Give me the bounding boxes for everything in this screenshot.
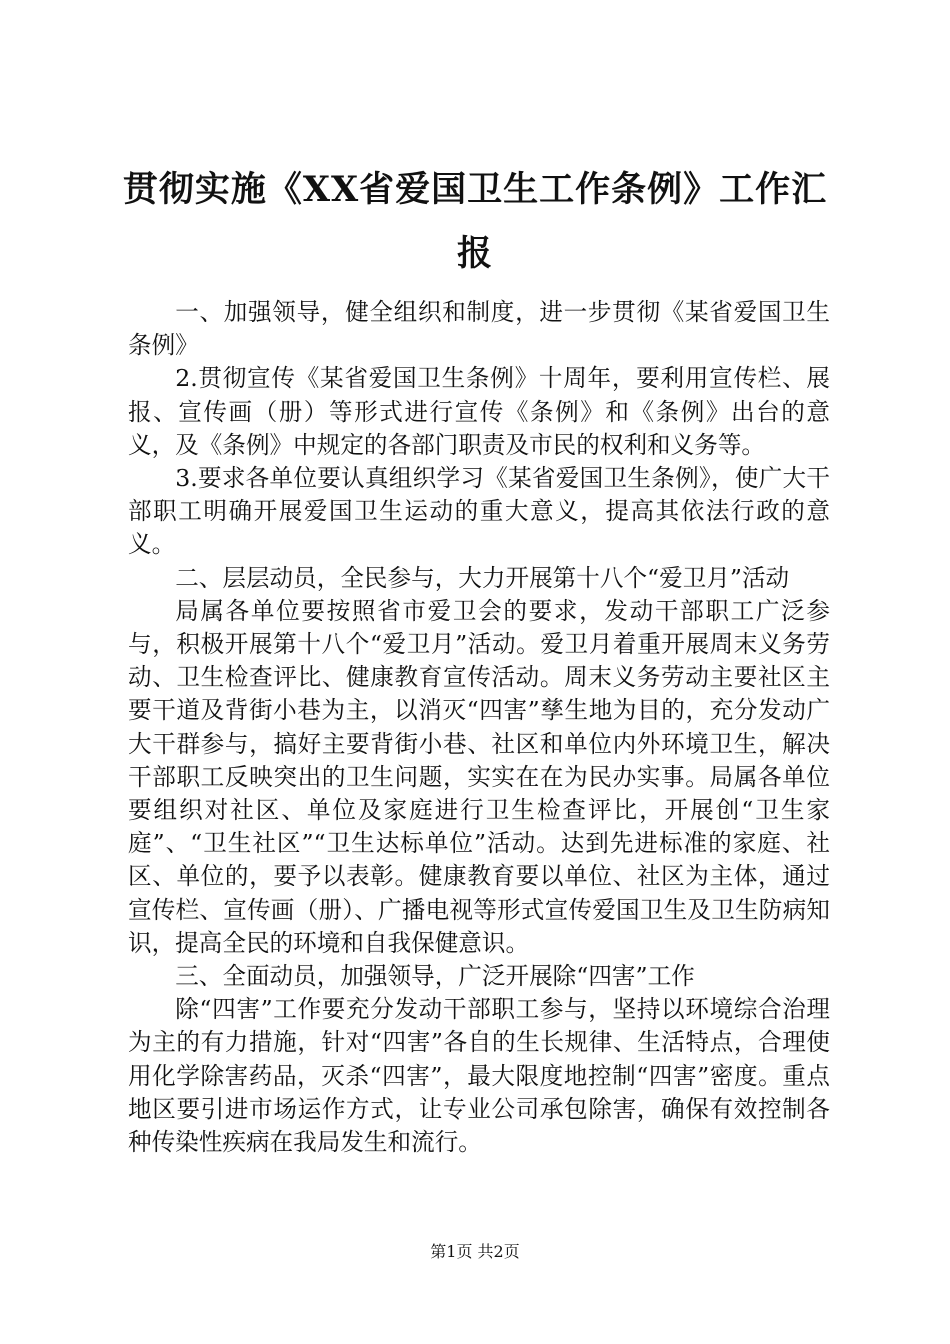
paragraph-item-2: 2.贯彻宣传《某省爱国卫生条例》十周年，要利用宣传栏、展报、宣传画（册）等形式进行宣传《条例》和《条例》出台的意义，及《条例》中规定的各部门职责及市民的权利和义务等。 xyxy=(128,364,830,459)
section-heading-3: 三、全面动员，加强领导，广泛开展除“四害”工作 xyxy=(175,962,695,991)
paragraph-section-3-body: 除“四害”工作要充分发动干部职工参与，坚持以环境综合治理为主的有力措施，针对“四害”各自的生长规律、生活特点，合理使用化学除害药品，灭杀“四害”，最大限度地控制“四害”密度。重点地区要引进市场运作方式，让专业公司承包除害，确保有效控制各种传染性疾病在我局发生和流行。 xyxy=(128,995,830,1157)
paragraph-item-3: 3.要求各单位要认真组织学习《某省爱国卫生条例》，使广大干部职工明确开展爱国卫生运动的重大意义，提高其依法行政的意义。 xyxy=(128,464,830,559)
section-heading-2: 二、层层动员，全民参与，大力开展第十八个“爱卫月”活动 xyxy=(175,563,790,592)
document-title: 贯彻实施《XX省爱国卫生工作条例》工作汇报 xyxy=(122,169,828,274)
document-body xyxy=(128,296,830,1159)
page-footer: 第1页 共2页 xyxy=(430,1242,520,1261)
section-heading-1: 一、加强领导，健全组织和制度，进一步贯彻《某省爱国卫生条例》 xyxy=(128,298,830,360)
paragraph-section-2-body: 局属各单位要按照省市爱卫会的要求，发动干部职工广泛参与，积极开展第十八个“爱卫月”活动。爱卫月着重开展周末义务劳动、卫生检查评比、健康教育宣传活动。周末义务劳动主要社区主要干道及背街小巷为主，以消灭“四害”孳生地为目的，充分发动广大干群参与，搞好主要背街小巷、社区和单位内外环境卫生，解决干部职工反映突出的卫生问题，实实在在为民办实事。局属各单位要组织对社区、单位及家庭进行卫生检查评比，开展创“卫生家庭”、“卫生社区”“卫生达标单位”活动。达到先进标准的家庭、社区、单位的，要予以表彰。健康教育要以单位、社区为主体，通过宣传栏、宣传画（册）、广播电视等形式宣传爱国卫生及卫生防病知识，提高全民的环境和自我保健意识。 xyxy=(128,596,830,957)
